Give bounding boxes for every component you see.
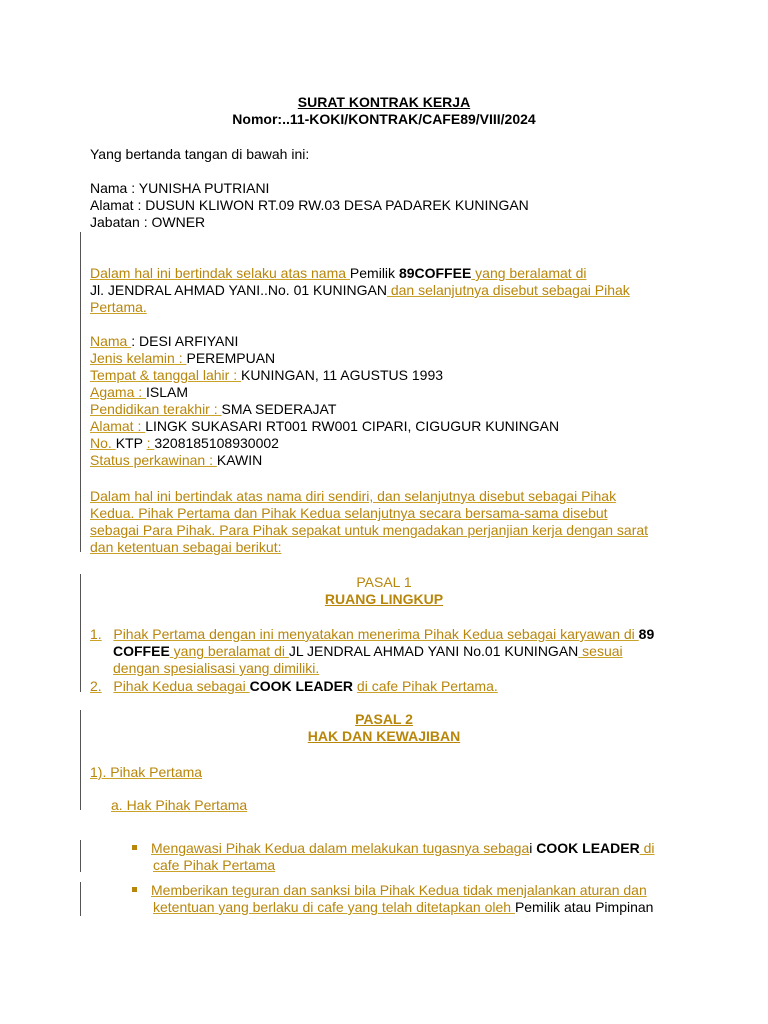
tracked-text: Pihak Kedua sebagai <box>113 678 250 694</box>
pasal2-bullet2-line2 <box>153 899 653 916</box>
second-party-education <box>90 401 336 418</box>
pasal2-bullet1-line2: cafe Pihak Pertama <box>153 857 276 873</box>
field-label: Status perkawinan : <box>90 452 217 468</box>
field-value: LINGK SUKASARI RT001 RW001 CIPARI, CIGUGUR KUNINGAN <box>145 418 560 434</box>
first-party-statement-line2 <box>90 282 630 299</box>
first-party-name: Nama : YUNISHA PUTRIANI <box>90 180 270 196</box>
pasal1-item1-line2 <box>113 643 623 660</box>
tracked-text: yang beralamat di <box>169 643 289 659</box>
field-value: : DESI ARFIYANI <box>131 333 239 349</box>
bullet-icon <box>132 887 137 892</box>
field-value: PEREMPUAN <box>186 350 276 366</box>
tracked-text: Mengawasi Pihak Kedua dalam melakukan tugasnya sebaga <box>151 840 530 856</box>
tracked-text: ketentuan yang berlaku di cafe yang telah ditetapkan oleh <box>153 899 515 915</box>
field-label: Agama : <box>90 384 147 400</box>
first-party-statement-line3 <box>90 299 147 316</box>
field-value: ISLAM <box>146 384 189 400</box>
tracked-text: Pihak Pertama dengan ini menyatakan menerima Pihak Kedua sebagai karyawan di <box>113 626 639 642</box>
first-party-address: Alamat : DUSUN KLIWON RT.09 RW.03 DESA PADAREK KUNINGAN <box>90 197 529 213</box>
document-title: SURAT KONTRAK KERJA <box>297 94 471 110</box>
cafe-name: 89COFFEE <box>398 265 472 281</box>
second-party-address <box>90 418 559 435</box>
field-label: Tempat & tanggal lahir : <box>90 367 241 383</box>
text-fragment: i <box>529 840 537 856</box>
field-label: Alamat : <box>90 418 146 434</box>
tracked-text: Dalam hal ini bertindak selaku atas nama <box>90 265 350 281</box>
second-party-religion <box>90 384 188 401</box>
pasal1-item2 <box>90 678 498 695</box>
first-party-position: Jabatan : OWNER <box>90 214 206 230</box>
second-party-marital <box>90 452 262 469</box>
list-number: 2. <box>90 678 102 694</box>
field-label: No. <box>90 435 116 451</box>
intro-text: Yang bertanda tangan di bawah ini: <box>90 146 310 162</box>
tracked-text: di <box>639 840 655 856</box>
pasal2-sub-a: a. Hak Pihak Pertama <box>111 797 248 813</box>
second-party-statement-line4: dan ketentuan sebagai berikut: <box>90 539 282 555</box>
job-title: COOK LEADER <box>249 678 357 694</box>
pasal2-bullet2-line1 <box>132 882 647 899</box>
job-title: COOK LEADER <box>536 840 640 856</box>
field-label: KTP <box>115 435 147 451</box>
pasal2-bullet1-line1 <box>132 840 655 857</box>
cafe-name: COFFEE <box>113 643 170 659</box>
tracked-text: Memberikan teguran dan sanksi bila Pihak Kedua tidak menjalankan aturan dan <box>151 882 647 898</box>
tracked-text: di cafe Pihak Pertama. <box>356 678 498 694</box>
second-party-statement-line2: Kedua. Pihak Pertama dan Pihak Kedua selanjutnya secara bersama-sama disebut <box>90 505 608 521</box>
field-value: KUNINGAN, 11 AGUSTUS 1993 <box>240 367 444 383</box>
cafe-address: JL JENDRAL AHMAD YANI No.01 KUNINGAN <box>288 643 579 659</box>
field-value: 3208185108930002 <box>154 435 279 451</box>
field-label: Jenis kelamin : <box>90 350 187 366</box>
change-bar <box>80 840 81 872</box>
second-party-birth <box>90 367 443 384</box>
second-party-name <box>90 333 238 350</box>
document-number: Nomor:..11-KOKI/KONTRAK/CAFE89/VIII/2024 <box>232 111 536 127</box>
text-fragment: Pemilik atau Pimpinan <box>514 899 654 915</box>
field-label: Nama <box>90 333 132 349</box>
second-party-statement-line1: Dalam hal ini bertindak atas nama diri sendiri, dan selanjutnya disebut sebagai Pihak <box>90 488 617 504</box>
pasal2-subheading: HAK DAN KEWAJIBAN <box>307 728 461 744</box>
field-value: SMA SEDERAJAT <box>221 401 337 417</box>
tracked-text: yang beralamat di <box>471 265 587 281</box>
bullet-icon <box>132 845 137 850</box>
pasal1-item1-line1 <box>90 626 654 643</box>
cafe-address: Jl. JENDRAL AHMAD YANI..No. 01 KUNINGAN <box>90 282 387 298</box>
pasal2-section1: 1). Pihak Pertama <box>90 764 203 780</box>
pasal1-subheading: RUANG LINGKUP <box>324 591 444 607</box>
pasal1-item1-line3: dengan spesialisasi yang dimiliki. <box>113 660 320 676</box>
tracked-text: Pertama. <box>90 299 147 315</box>
field-label: Pendidikan terakhir : <box>90 401 222 417</box>
field-value: KAWIN <box>216 452 263 468</box>
second-party-ktp <box>90 435 279 452</box>
second-party-statement-line3: sebagai Para Pihak. Para Pihak sepakat untuk mengadakan perjanjian kerja dengan sarat <box>90 522 649 538</box>
owner-label: Pemilik <box>349 265 399 281</box>
second-party-gender <box>90 350 275 367</box>
change-bar <box>80 232 81 552</box>
change-bar <box>80 882 81 916</box>
field-label: : <box>146 435 155 451</box>
list-number: 1. <box>90 626 102 642</box>
tracked-text: sesuai <box>578 643 623 659</box>
first-party-statement-line1 <box>90 265 586 282</box>
pasal2-heading: PASAL 2 <box>355 711 413 727</box>
tracked-text: dan selanjutnya disebut sebagai Pihak <box>386 282 630 298</box>
cafe-name: 89 <box>638 626 655 642</box>
pasal1-heading: PASAL 1 <box>356 574 412 590</box>
